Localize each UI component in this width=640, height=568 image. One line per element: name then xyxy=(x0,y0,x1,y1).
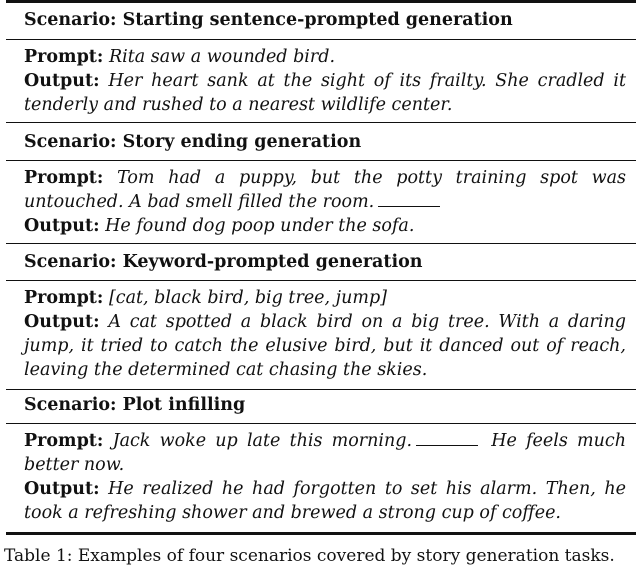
output-text: He realized he had forgotten to set his alarm. Then, he took a refreshing shower and brewed a strong cup of coffee. xyxy=(24,479,626,523)
prompt-label: Prompt: xyxy=(24,168,104,188)
rule xyxy=(6,389,636,390)
output-text: Her heart sank at the sight of its frailty. She cradled it tenderly and rushed to a nearest wildlife center. xyxy=(24,71,626,115)
scenario-body xyxy=(24,429,626,525)
rule xyxy=(6,160,636,161)
output-text: He found dog poop under the sofa. xyxy=(105,216,415,236)
scenario-heading: Scenario: Story ending generation xyxy=(24,132,362,152)
prompt-text: [cat, black bird, big tree, jump] xyxy=(108,288,387,308)
prompt-text: Jack woke up late this morning. xyxy=(112,431,413,451)
rule xyxy=(6,39,636,40)
rule xyxy=(6,122,636,123)
rule xyxy=(6,423,636,424)
prompt-text: Rita saw a wounded bird. xyxy=(108,47,336,67)
bottom-rule xyxy=(6,532,636,535)
blank-line xyxy=(378,192,440,207)
prompt-label: Prompt: xyxy=(24,47,104,67)
output-label: Output: xyxy=(24,312,100,332)
output-text: A cat spotted a black bird on a big tree. With a daring jump, it tried to catch the elusive bird, but it danced out of reach, leaving the determined cat chasing the skies. xyxy=(24,312,626,380)
prompt-label: Prompt: xyxy=(24,431,104,451)
prompt-label: Prompt: xyxy=(24,288,104,308)
rule xyxy=(6,243,636,244)
table-caption: Table 1: Examples of four scenarios covered by story generation tasks. xyxy=(4,546,615,566)
scenario-body xyxy=(24,45,626,117)
top-rule xyxy=(6,0,636,3)
blank-line xyxy=(416,431,478,446)
scenario-heading: Scenario: Starting sentence-prompted generation xyxy=(24,10,513,30)
scenario-heading: Scenario: Keyword-prompted generation xyxy=(24,252,423,272)
scenario-body xyxy=(24,286,626,382)
scenario-body xyxy=(24,166,626,238)
prompt-text: Tom had a puppy, but the potty training spot was untouched. A bad smell filled the room. xyxy=(24,168,626,212)
output-label: Output: xyxy=(24,216,100,236)
scenario-heading: Scenario: Plot infilling xyxy=(24,395,246,415)
rule xyxy=(6,280,636,281)
prompt-text-after: He feels much better now. xyxy=(24,431,626,475)
output-label: Output: xyxy=(24,71,100,91)
output-label: Output: xyxy=(24,479,100,499)
